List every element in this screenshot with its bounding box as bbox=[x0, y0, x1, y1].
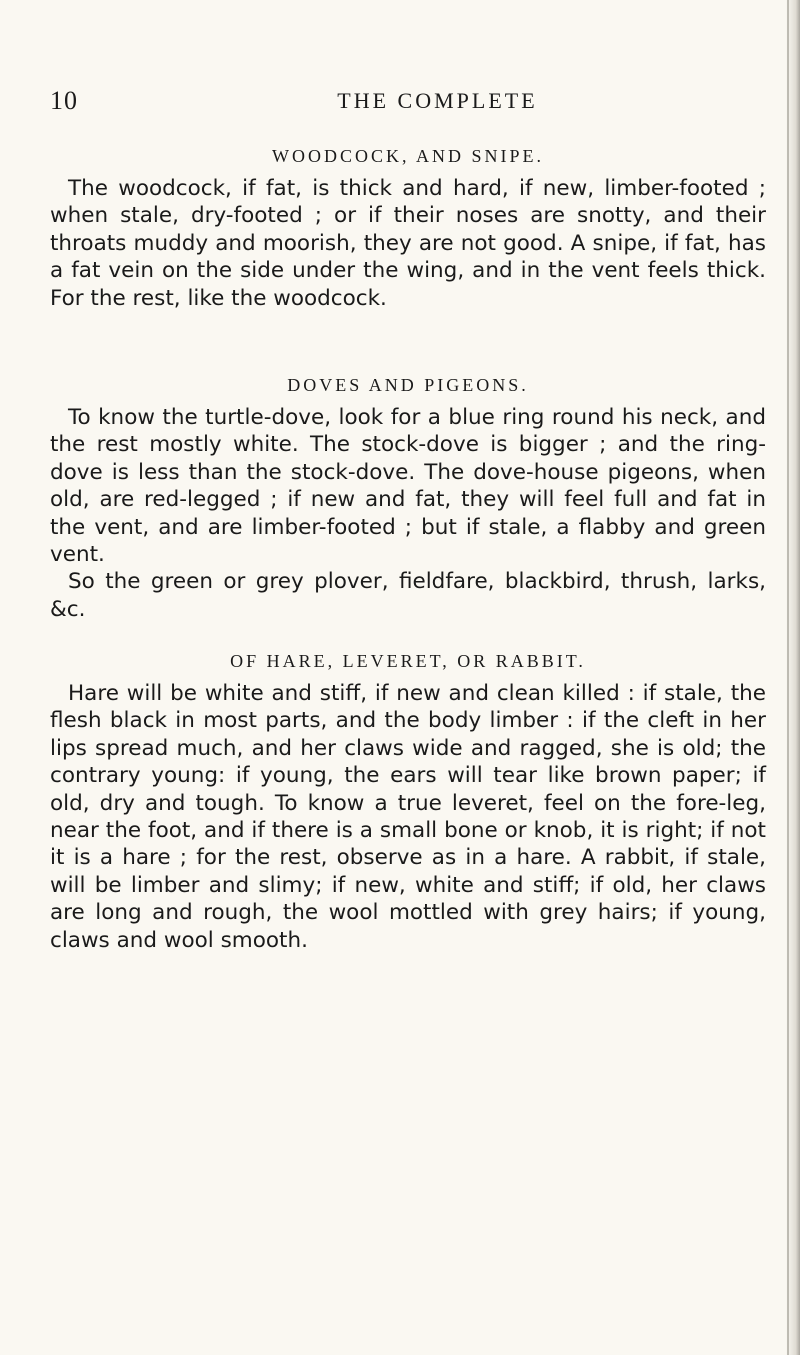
page-number: 10 bbox=[50, 86, 78, 115]
paragraph: To know the turtle-dove, look for a blue ring round his neck, and the rest mostly white. The stock-dove is bigger ; and the ring-dove is less than the stock-dove. The dove-house pigeons, when old, are red-legged ; if new and fat, they will feel full and fat in the vent, and are limber-footed ; but if stale, a flabby and green vent. bbox=[50, 405, 766, 568]
paragraph: So the green or grey plover, fieldfare, blackbird, thrush, larks, &c. bbox=[50, 569, 766, 622]
section-title: OF HARE, LEVERET, OR RABBIT. bbox=[230, 651, 586, 671]
section-woodcock bbox=[50, 146, 766, 312]
section-doves bbox=[50, 375, 766, 623]
section-hare bbox=[50, 651, 766, 954]
paragraph: The woodcock, if fat, is thick and hard, if new, limber-footed ; when stale, dry-footed ; or if their noses are snotty, and their throats muddy and moorish, they are not good. A snipe, if fat, has a fat vein on the side under the wing, and in the vent feels thick. For the rest, like the woodcock. bbox=[50, 176, 766, 311]
page-edge-line bbox=[787, 0, 789, 1355]
section-title: DOVES AND PIGEONS. bbox=[287, 375, 529, 395]
section-title: WOODCOCK, AND SNIPE. bbox=[271, 146, 544, 166]
paragraph: Hare will be white and stiff, if new and clean killed : if stale, the flesh black in most parts, and the body limber : if the cleft in her lips spread much, and her claws wide and ragged, she is old; the contrary young: if young, the ears will tear like brown paper; if old, dry and tough. To know a true leveret, feel on the fore-leg, near the foot, and if there is a small bone or knob, it is right; if not it is a hare ; for the rest, observe as in a hare. A rabbit, if stale, will be limber and slimy; if new, white and stiff; if old, her claws are long and rough, the wool mottled with grey hairs; if young, claws and wool smooth. bbox=[50, 681, 766, 953]
page-header bbox=[50, 86, 765, 122]
running-head: THE COMPLETE bbox=[337, 88, 538, 113]
